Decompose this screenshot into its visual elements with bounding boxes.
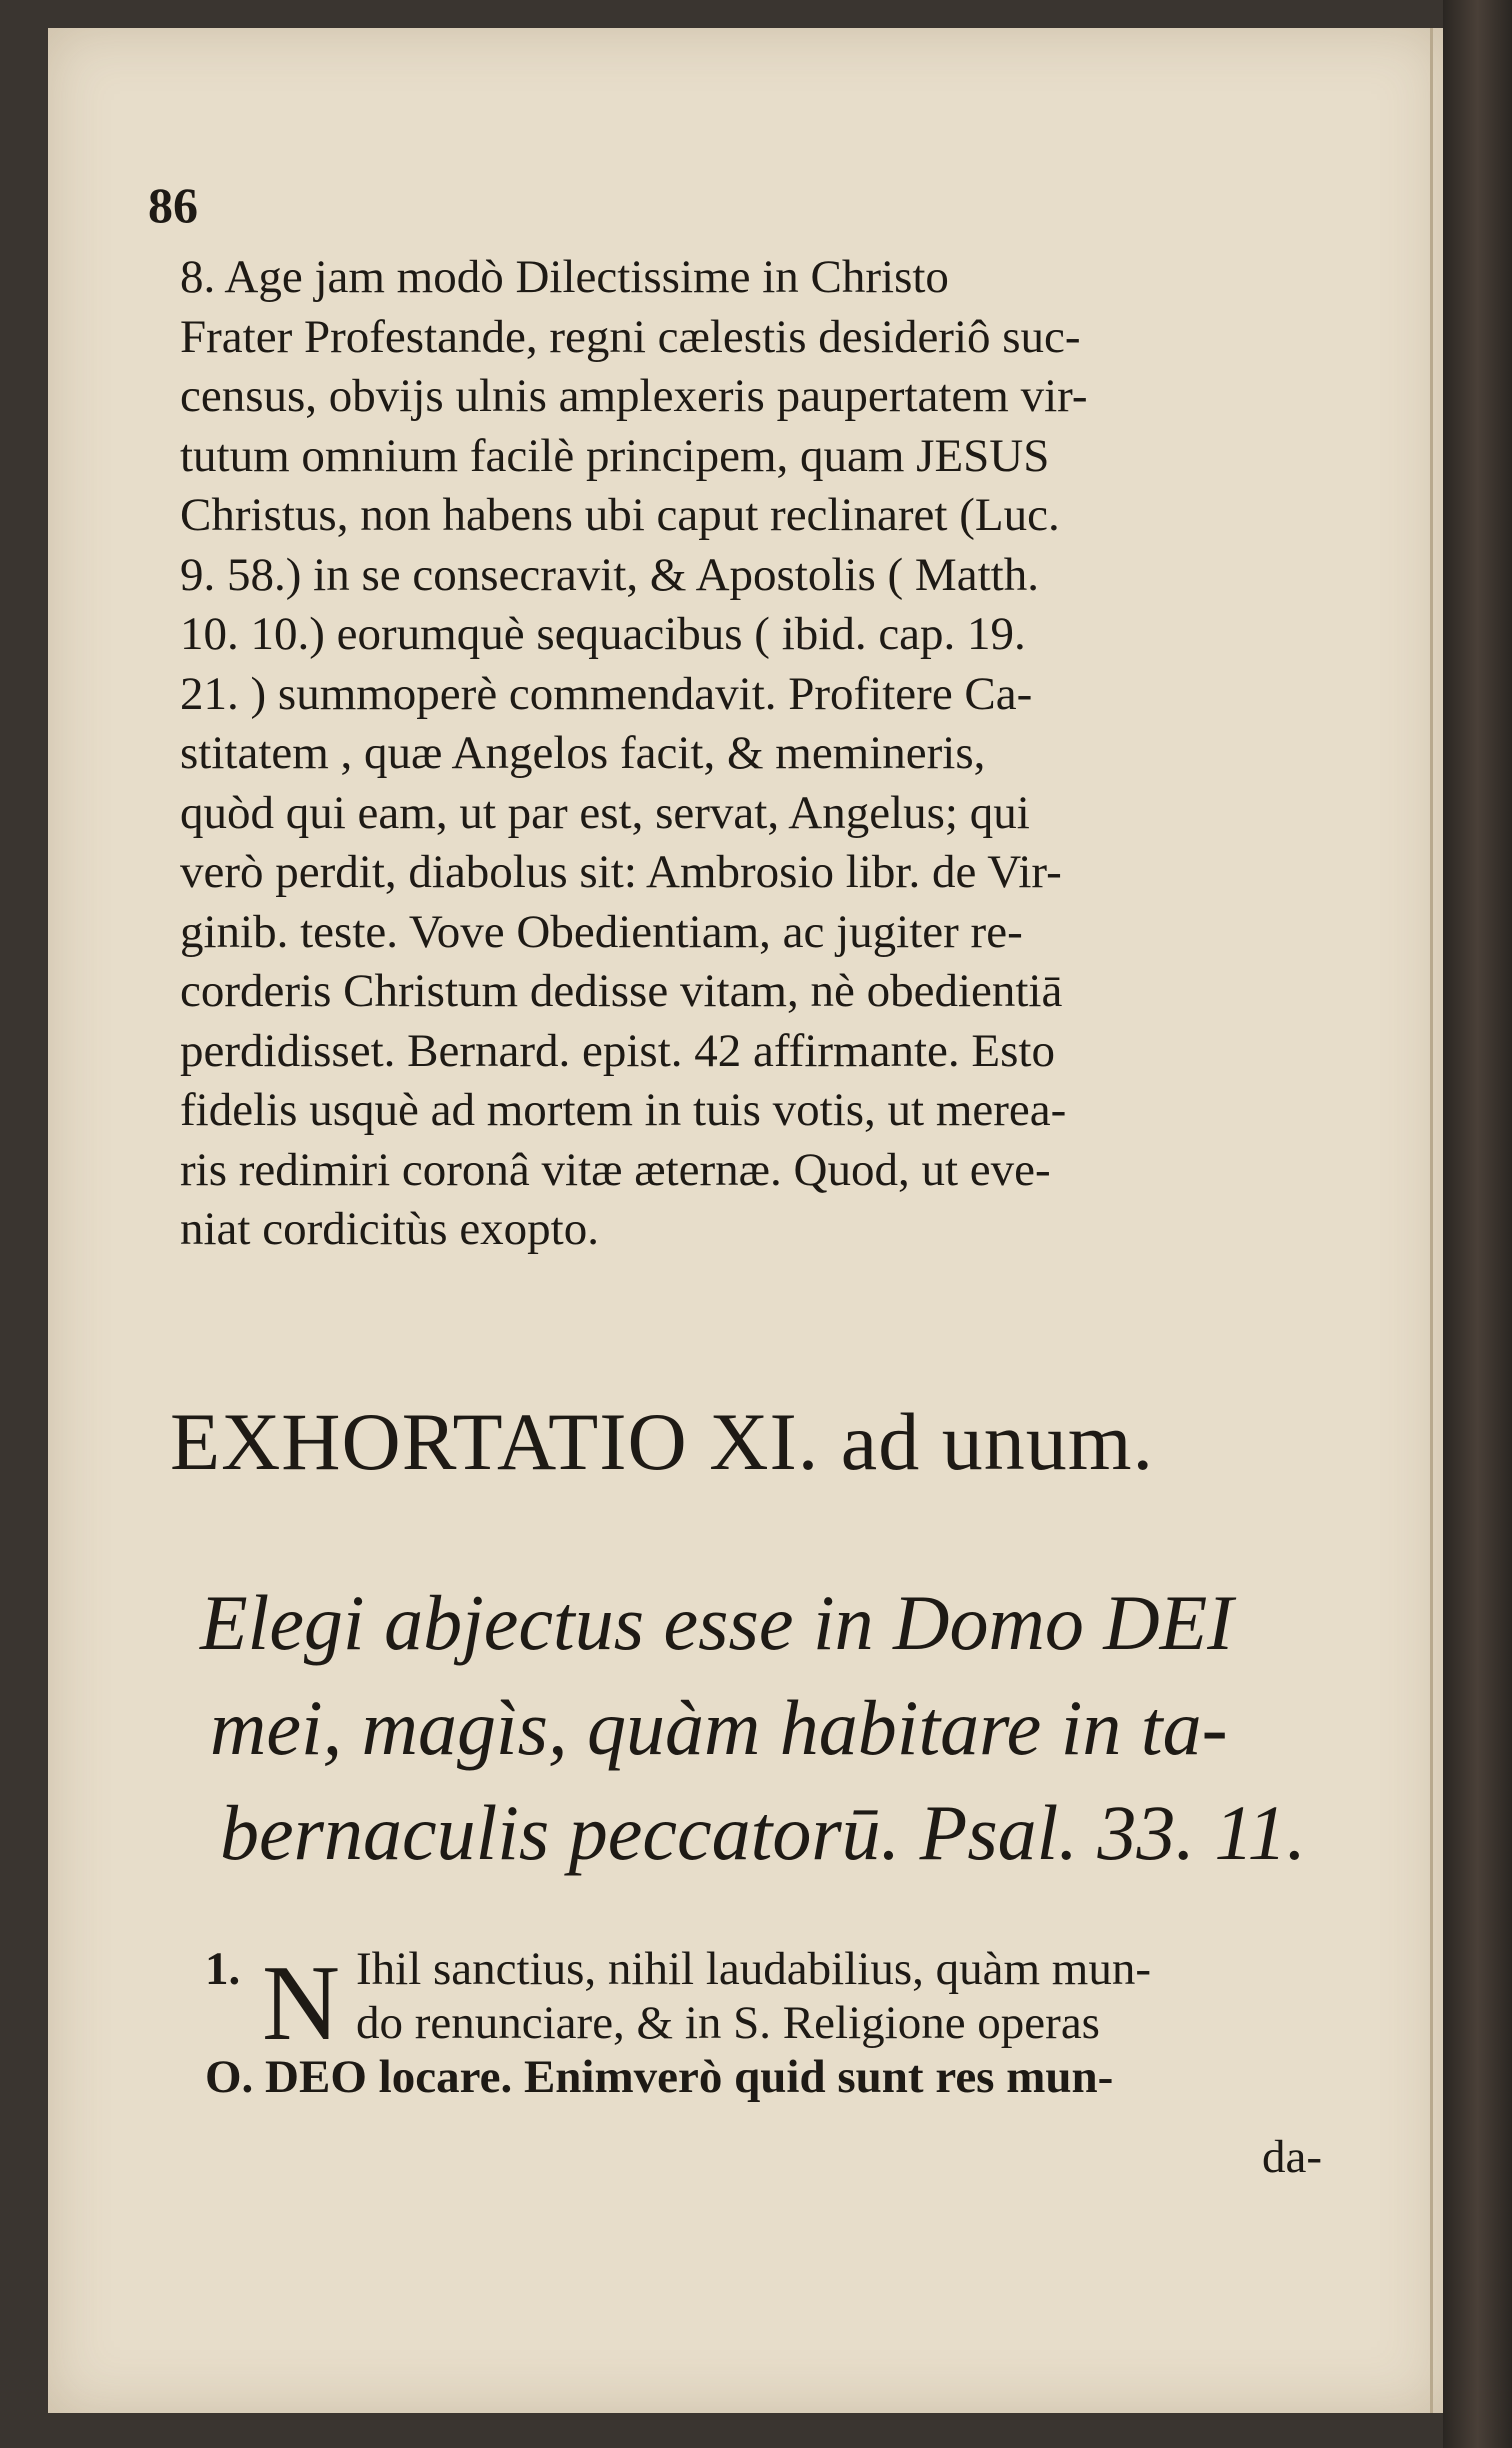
- text-line: perdidisset. Bernard. epist. 42 affirmante. Esto: [180, 1024, 1055, 1077]
- text-line: do renunciare, & in S. Religione operas: [356, 1997, 1100, 2049]
- page-number: 86: [148, 177, 198, 233]
- catchword: da-: [1262, 2131, 1323, 2183]
- text-line: census, obvijs ulnis amplexeris paupertatem vir-: [180, 370, 1088, 422]
- paragraph-1-indented: [356, 1942, 1151, 2050]
- epigraph-quote: [200, 1570, 1306, 1885]
- section-heading: EXHORTATIO XI. ad unum.: [170, 1396, 1154, 1487]
- paragraph-number: 1.: [205, 1943, 241, 1995]
- book-spine: [1443, 0, 1512, 2448]
- text-line: Christus, non habens ubi caput reclinaret (Luc.: [180, 489, 1060, 541]
- text-line: Frater Profestande, regni cælestis desideriô suc-: [180, 310, 1081, 363]
- text-line: niat cordicitùs exopto.: [180, 1203, 599, 1255]
- text-line: 21. ) summoperè commendavit. Profitere Ca-: [180, 667, 1033, 720]
- text-line: ginib. teste. Vove Obedientiam, ac jugiter re-: [180, 905, 1023, 958]
- drop-capital: N: [262, 1944, 340, 2063]
- paragraph-8: [180, 248, 1088, 1260]
- page-edge: [1430, 28, 1433, 2413]
- text-line: quòd qui eam, ut par est, servat, Angelus; qui: [180, 786, 1030, 839]
- quote-line: Elegi abjectus esse in Domo DEI: [200, 1579, 1234, 1666]
- text-line: Ihil sanctius, nihil laudabilius, quàm mun-: [356, 1943, 1151, 1995]
- text-line: verò perdit, diabolus sit: Ambrosio libr. de Vir-: [180, 846, 1062, 898]
- quote-line: bernaculis peccatorū. Psal. 33. 11.: [220, 1789, 1307, 1876]
- text-line: tutum omnium facilè principem, quam JESUS: [180, 429, 1050, 482]
- text-line: 10. 10.) eorumquè sequacibus ( ibid. cap. 19.: [180, 608, 1026, 660]
- quote-line: mei, magìs, quàm habitare in ta-: [210, 1684, 1228, 1771]
- text-line: corderis Christum dedisse vitam, nè obedientiā: [180, 965, 1063, 1017]
- text-line: 8. Age jam modò Dilectissime in Christo: [180, 251, 949, 303]
- text-line: stitatem , quæ Angelos facit, & memineris,: [180, 727, 986, 779]
- text-line: 9. 58.) in se consecravit, & Apostolis ( Matth.: [180, 548, 1039, 601]
- text-line: O. DEO locare. Enimverò quid sunt res mun-: [205, 2051, 1114, 2103]
- text-line: ris redimiri coronâ vitæ æternæ. Quod, ut eve-: [180, 1143, 1051, 1196]
- text-line: fidelis usquè ad mortem in tuis votis, ut merea-: [180, 1084, 1067, 1136]
